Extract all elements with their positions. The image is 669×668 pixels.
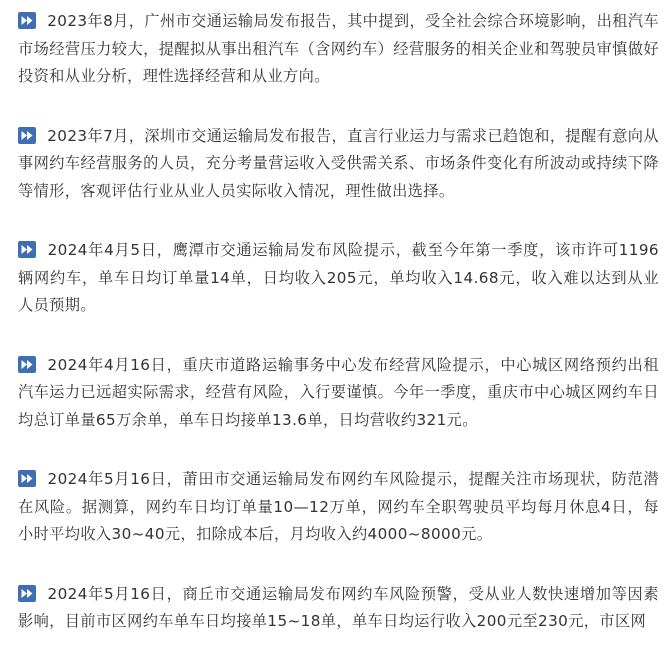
news-paragraph-3: [18, 237, 659, 320]
paragraph-text: 2023年7月，深圳市交通运输局发布报告，直言行业运力与需求已趋饱和，提醒有意向从事网约车经营服务的人员，充分考量营运收入受供需关系、市场条件变化有所波动或持续下降等情形，客观评估行业从业人员实际收入情况，理性做出选择。: [18, 126, 659, 200]
news-paragraph-4: [18, 352, 659, 435]
fast-forward-icon: [18, 585, 36, 602]
fast-forward-icon: [18, 12, 36, 29]
paragraph-text: 2024年5月16日，莆田市交通运输局发布网约车风险提示，提醒关注市场现状，防范潜在风险。据测算，网约车日均订单量10—12万单，网约车全职驾驶员平均每月休息4日，每小时平均收入30~40元，扣除成本后，月均收入约4000~8000元。: [18, 470, 659, 543]
paragraph-text: 2024年4月5日，鹰潭市交通运输局发布风险提示，截至今年第一季度，该市许可1196辆网约车，单车日均订单量14单，日均收入205元，单均收入14.68元，收入难以达到从业人员预期。: [18, 241, 659, 314]
fast-forward-icon: [18, 356, 36, 373]
paragraph-text: 2024年4月16日，重庆市道路运输事务中心发布经营风险提示，中心城区网络预约出租汽车运力已远超实际需求，经营有风险，入行要谨慎。今年一季度，重庆市中心城区网约车日均总订单量65万余单，单车日均接单13.6单，日均营收约321元。: [18, 355, 659, 429]
fast-forward-icon: [18, 127, 36, 144]
news-paragraph-6: [18, 581, 659, 636]
paragraph-text: 2023年8月，广州市交通运输局发布报告，其中提到，受全社会综合环境影响，出租汽车市场经营压力较大，提醒拟从事出租汽车（含网约车）经营服务的相关企业和驾驶员审慎做好投资和从业分析，理性选择经营和从业方向。: [18, 12, 659, 85]
fast-forward-icon: [18, 470, 36, 487]
fast-forward-icon: [18, 241, 36, 258]
news-paragraph-5: [18, 466, 659, 549]
news-paragraph-1: [18, 8, 659, 91]
news-paragraph-2: [18, 123, 659, 206]
paragraph-text: 2024年5月16日，商丘市交通运输局发布网约车风险预警，受从业人数快速增加等因素影响，目前市区网约车单车日均接单15~18单，单车日均运行收入200元至230元，市区网: [18, 584, 659, 630]
